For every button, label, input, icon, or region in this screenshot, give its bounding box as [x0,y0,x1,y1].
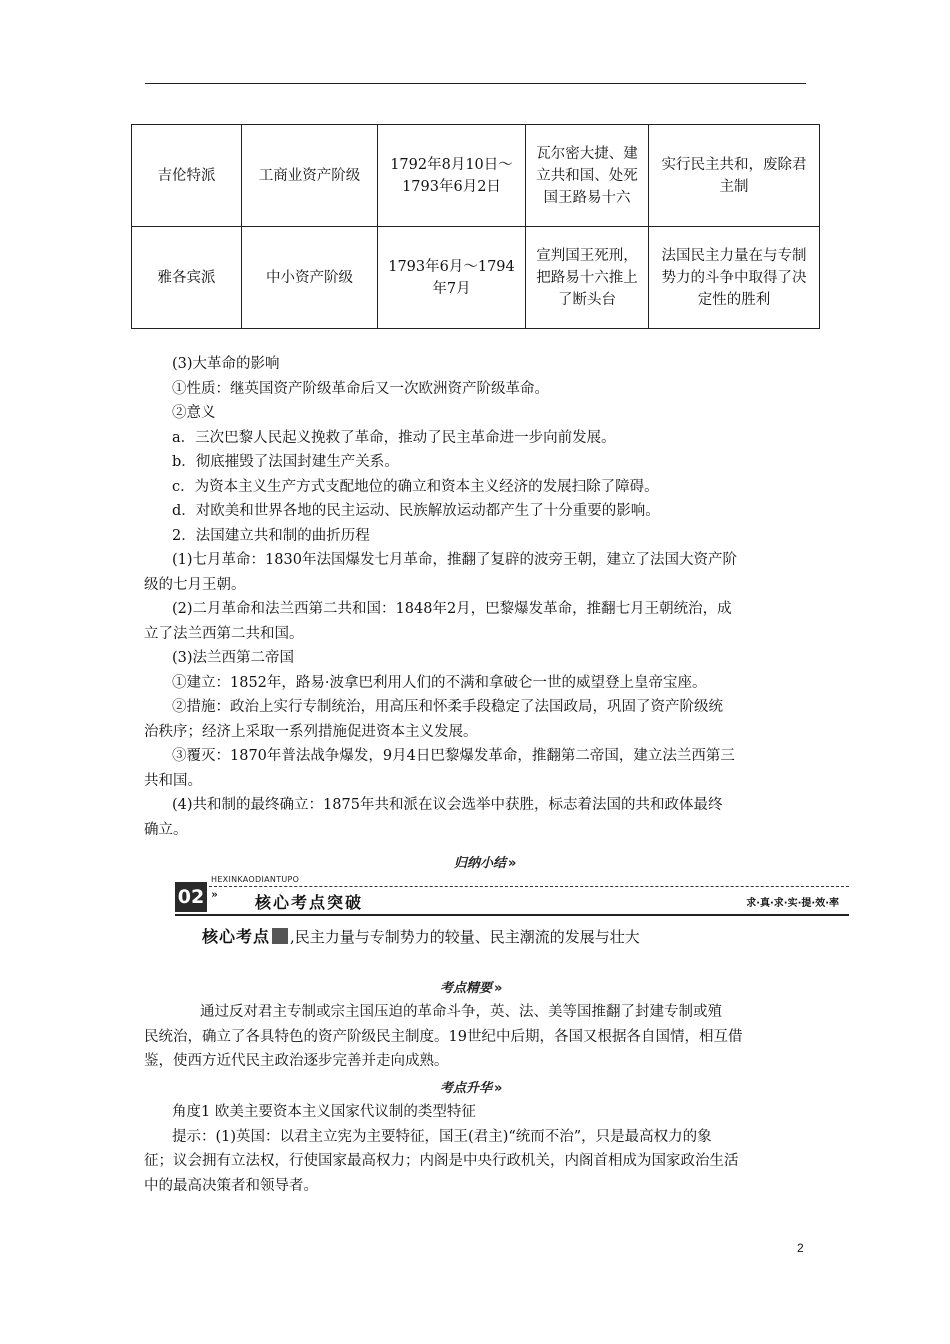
paragraph: a．三次巴黎人民起义挽救了革命，推动了民主革命进一步向前发展。 [172,429,616,446]
paragraph: 级的七月王朝。 [144,576,246,593]
party-cell: 吉伦特派 [132,125,242,227]
banner-top-rule [209,886,849,887]
paragraph: 立了法兰西第二共和国。 [144,625,304,642]
main-content [144,352,814,842]
banner-title: 核心考点突破 [255,893,364,912]
paragraph: (4)共和制的最终确立：1875年共和派在议会选举中获胜，标志着法国的共和政体最终 [172,797,723,813]
class-cell: 中小资产阶级 [242,227,378,329]
paragraph: 提示：(1)英国：以君主立宪为主要特征，国王(君主)“统而不治”，只是最高权力的象 [172,1128,712,1145]
paragraph: 共和国。 [144,772,202,789]
factions-table [131,124,820,329]
paragraph: ②意义 [172,405,216,421]
page-number: 2 [797,1241,804,1255]
header-rule [145,83,806,84]
paragraph: 民统治，确立了各具特色的资产阶级民主制度。19世纪中后期，各国又根据各自国情，相互借 [144,1028,743,1045]
paragraph: (1)七月革命：1830年法国爆发七月革命，推翻了复辟的波旁王朝，建立了法国大资产阶 [172,552,737,568]
paragraph: 角度1 欧美主要资本主义国家代议制的类型特征 [172,1104,476,1120]
events-cell: 宣判国王死刑，把路易十六推上了断头台 [526,227,649,329]
chevron-right-icon: » [211,888,218,901]
party-cell: 雅各宾派 [132,227,242,329]
events-cell: 瓦尔密大捷、建立共和国、处死国王路易十六 [526,125,649,227]
paragraph: (2)二月革命和法兰西第二共和国：1848年2月，巴黎爆发革命，推翻七月王朝统治，成 [172,601,732,617]
paragraph: 征；议会拥有立法权，行使国家最高权力；内阁是中央行政机关，内阁首相成为国家政治生活 [144,1153,739,1169]
core-point-label: 核心考点 [202,927,271,946]
paragraph: (3)法兰西第二帝国 [172,650,295,666]
upgrade-content [144,1100,814,1198]
summary-label: 归纳小结 » [454,856,517,871]
essentials-label: 考点精要 » [440,981,503,996]
banner-number: 02 [175,882,207,912]
paragraph: ①建立：1852年，路易·波拿巴利用人们的不满和拿破仑一世的威望登上皇帝宝座。 [172,674,707,691]
banner-bottom-rule [175,914,849,916]
core-point-topic: 民主力量与专制势力的较量、民主潮流的发展与壮大 [294,928,640,946]
paragraph: 鉴，使西方近代民主政治逐步完善并走向成熟。 [144,1053,449,1069]
table-row [132,125,820,227]
result-cell: 法国民主力量在与专制势力的斗争中取得了决定性的胜利 [649,227,820,329]
time-cell: 1793年6月～1794年7月 [378,227,526,329]
banner-pinyin: HEXINKAODIANTUPO [211,875,300,884]
paragraph: 确立。 [144,821,188,838]
paragraph: ②措施：政治上实行专制统治，用高压和怀柔手段稳定了法国政局，巩固了资产阶级统 [172,699,723,715]
paragraph: 中的最高决策者和领导者。 [144,1177,318,1194]
time-cell: 1792年8月10日～1793年6月2日 [378,125,526,227]
paragraph: b．彻底摧毁了法国封建生产关系。 [172,454,399,470]
result-cell: 实行民主共和，废除君主制 [649,125,820,227]
banner-motto: 求·真·求·实·提·效·率 [746,898,839,909]
essentials-content [144,1000,814,1074]
paragraph: 治秩序；经济上采取一系列措施促进资本主义发展。 [144,723,478,740]
paragraph: d．对欧美和世界各地的民主运动、民族解放运动都产生了十分重要的影响。 [172,503,660,519]
paragraph: ①性质：继英国资产阶级革命后又一次欧洲资产阶级革命。 [172,380,549,397]
table-row [132,227,820,329]
core-point: 核心考点 ,民主力量与专制势力的较量、民主潮流的发展与壮大 [202,927,640,946]
paragraph: 2．法国建立共和制的曲折历程 [172,527,370,544]
class-cell: 工商业资产阶级 [242,125,378,227]
paragraph: ③覆灭：1870年普法战争爆发，9月4日巴黎爆发革命，推翻第二帝国，建立法兰西第三 [172,748,735,764]
section-banner [175,875,849,916]
paragraph: c．为资本主义生产方式支配地位的确立和资本主义经济的发展扫除了障碍。 [172,478,659,495]
upgrade-label: 考点升华 » [440,1081,503,1096]
paragraph: 通过反对君主专制或宗主国压迫的革命斗争，英、法、美等国推翻了封建专制或殖 [200,1004,722,1020]
square-icon [272,928,288,944]
paragraph: (3)大革命的影响 [172,356,280,372]
